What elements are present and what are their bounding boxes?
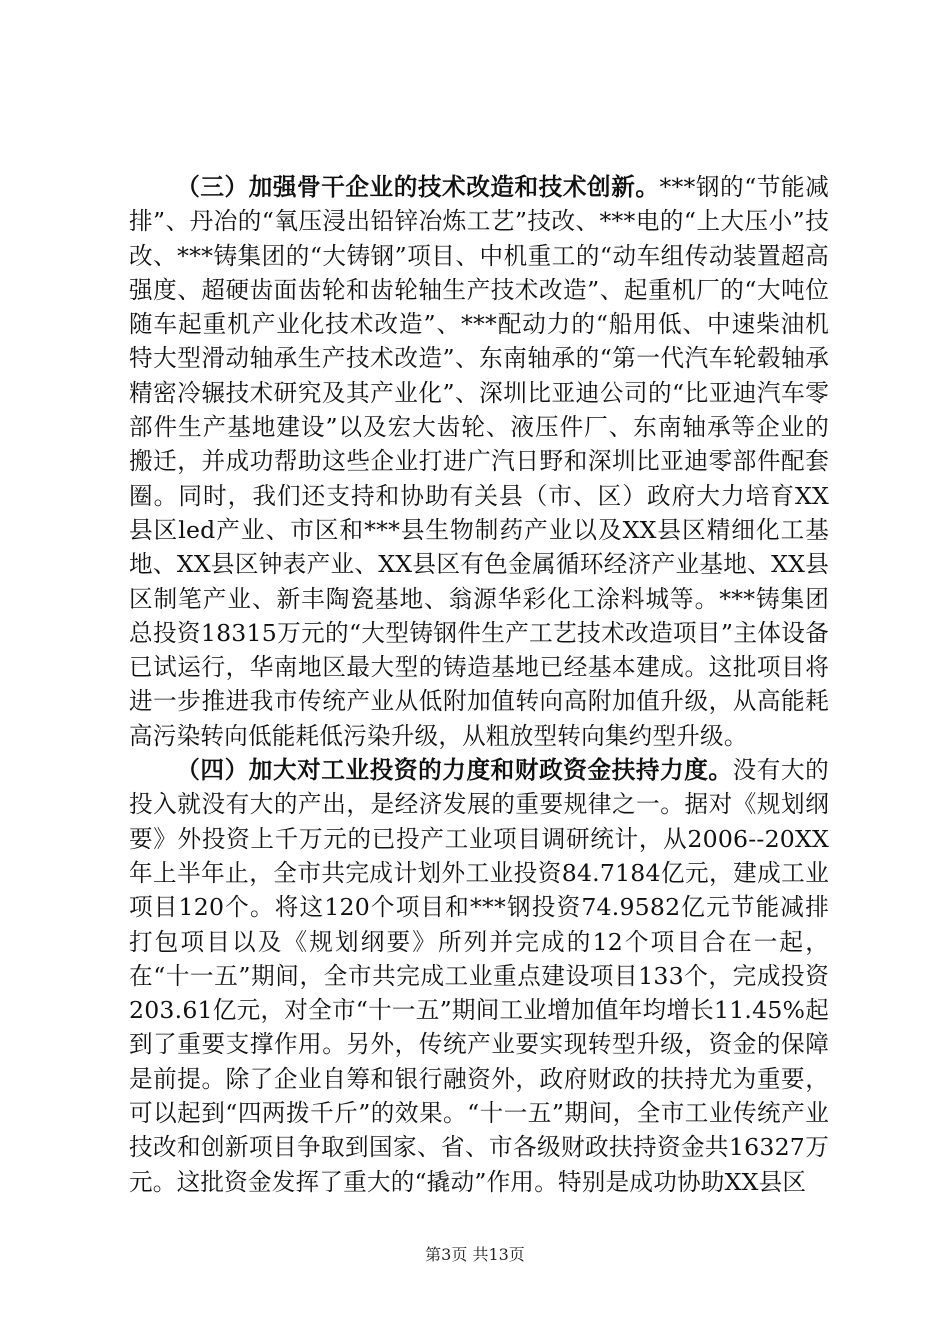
paragraph-text-3: ***钢的“节能减排”、丹冶的“氧压浸出铅锌冶炼工艺”技改、***电的“上大压小”技改、***铸集团的“大铸钢”项目、中机重工的“动车组传动装置超高强度、超硬齿面齿轮和齿轮轴生产技术改造”、起重机厂的“大吨位随车起重机产业化技术改造”、***配动力的“船用低、中速柴油机特大型滑动轴承生产技术改造”、东南轴承的“第一代汽车轮毂轴承精密冷辗技术研究及其产业化”、深圳比亚迪公司的“比亚迪汽车零部件生产基地建设”以及宏大齿轮、液压件厂、东南轴承等企业的搬迁，并成功帮助这些企业打进广汽日野和深圳比亚迪零部件配套圈。同时，我们还支持和协助有关县（市、区）政府大力培育XX县区led产业、市区和***县生物制药产业以及XX县区精细化工基地、XX县区钟表产业、XX县区有色金属循环经济产业基地、XX县区制笔产业、新丰陶瓷基地、翁源华彩化工涂料城等。***铸集团总投资18315万元的“大型铸钢件生产工艺技术改造项目”主体设备已试运行，华南地区最大型的铸造基地已经基本建成。这批项目将进一步推进我市传统产业从低附加值转向高附加值升级，从高能耗高污染转向低能耗低污染升级，从粗放型转向集约型升级。 [129,173,829,750]
document-body [129,170,829,1199]
section-heading-4: （四）加大对工业投资的力度和财政资金扶持力度。 [176,756,733,785]
paragraph-section-4 [129,753,829,1199]
page-number: 第3页 共13页 [425,1245,525,1264]
paragraph-text-4: 没有大的投入就没有大的产出，是经济发展的重要规律之一。据对《规划纲要》外投资上千万元的已投产工业项目调研统计，从2006--20XX年上半年止，全市共完成计划外工业投资84.7184亿元，建成工业项目120个。将这120个项目和***钢投资74.9582亿元节能减排打包项目以及《规划纲要》所列并完成的12个项目合在一起，在“十一五”期间，全市共完成工业重点建设项目133个，完成投资203.61亿元，对全市“十一五”期间工业增加值年均增长11.45%起到了重要支撑作用。另外，传统产业要实现转型升级，资金的保障是前提。除了企业自筹和银行融资外，政府财政的扶持尤为重要，可以起到“四两拨千斤”的效果。“十一五”期间，全市工业传统产业技改和创新项目争取到国家、省、市各级财政扶持资金共16327万元。这批资金发挥了重大的“撬动”作用。特别是成功协助XX县区 [129,756,829,1196]
paragraph-section-3 [129,170,829,753]
page-footer [0,1242,950,1265]
section-heading-3: （三）加强骨干企业的技术改造和技术创新。 [176,173,660,201]
